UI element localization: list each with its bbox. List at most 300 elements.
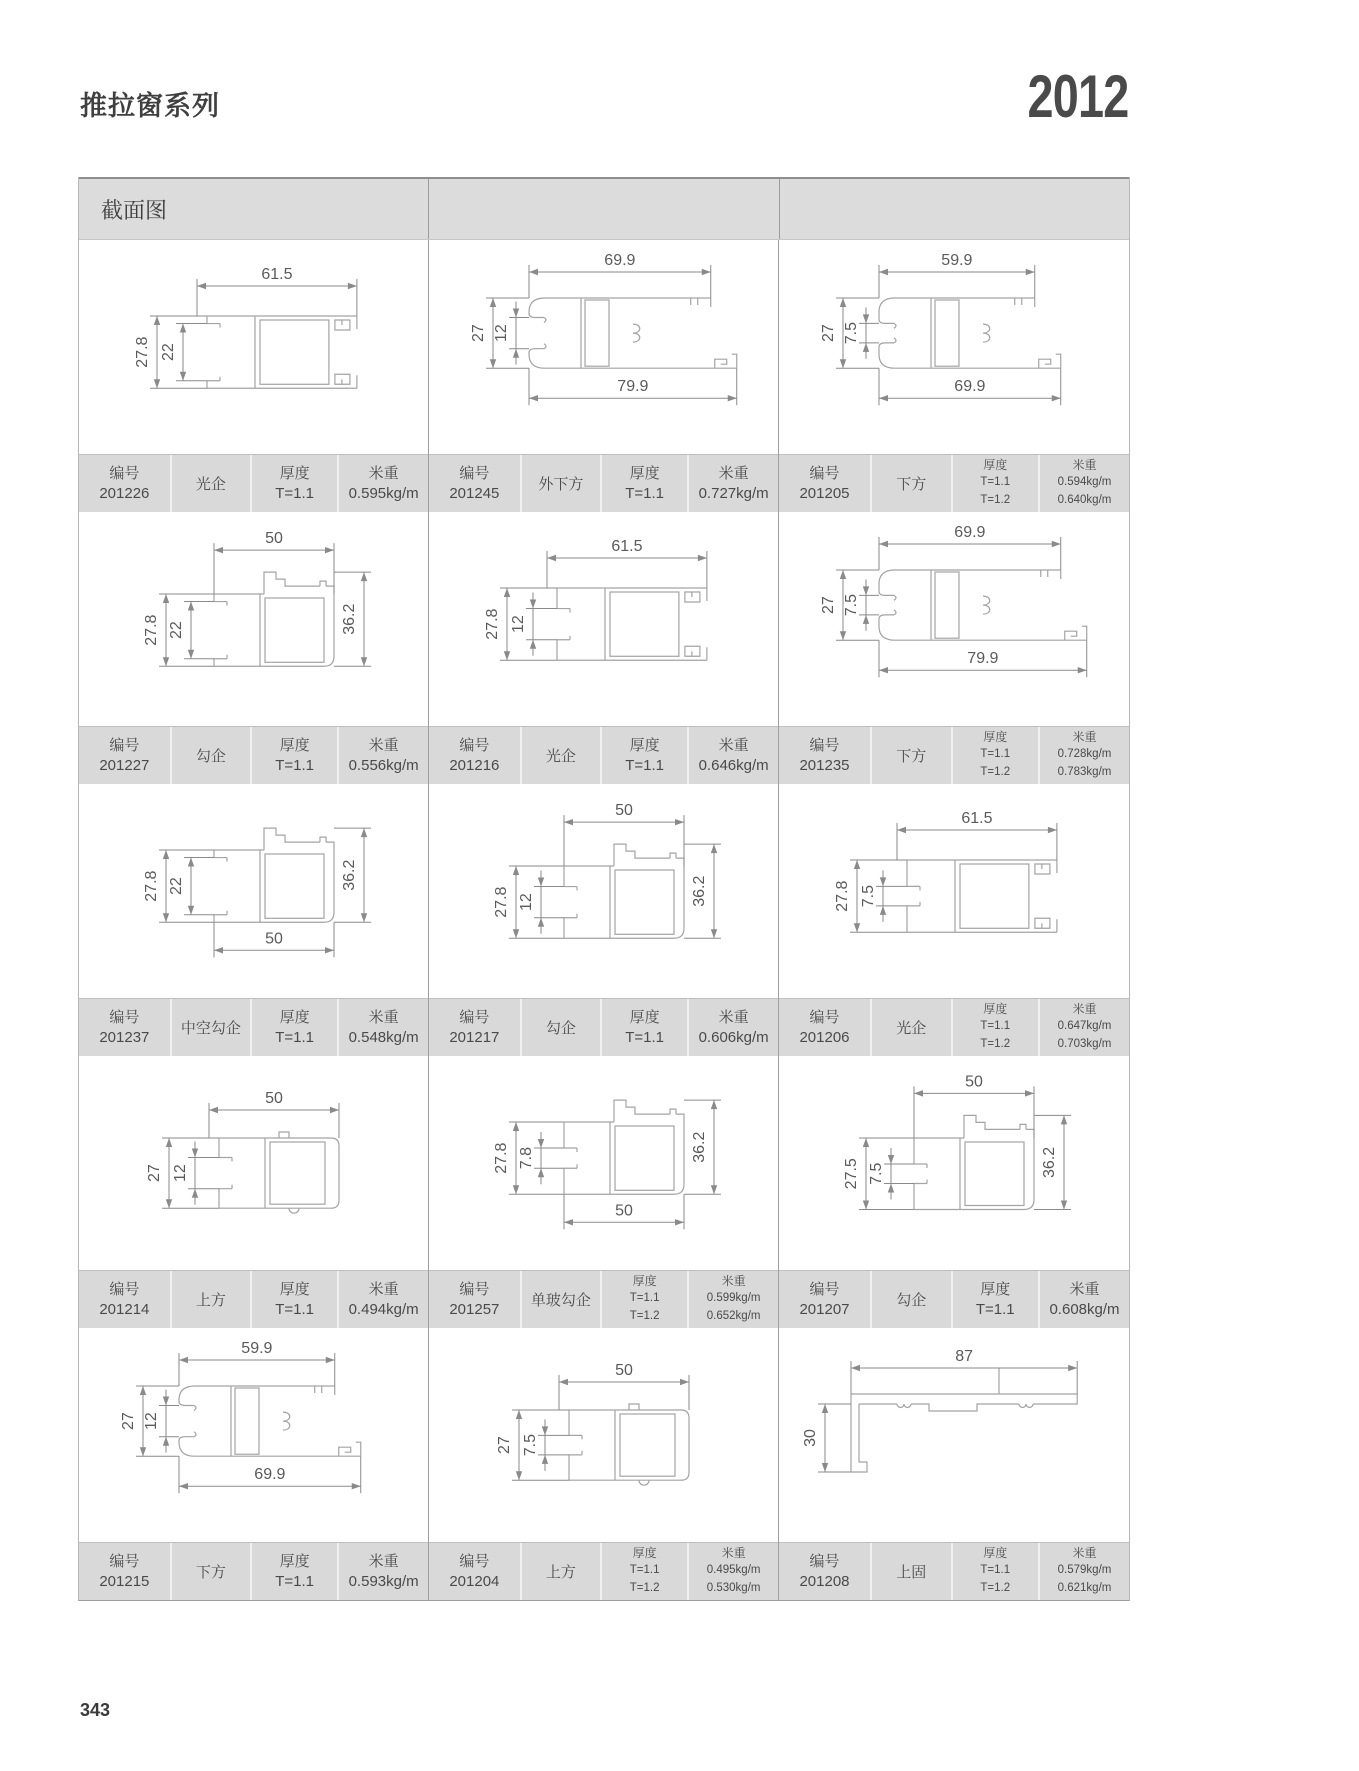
section-drawing-svg — [779, 240, 1128, 454]
spec-weight-label: 米重 — [718, 736, 749, 754]
spec-code-label: 编号 — [459, 1280, 490, 1298]
profile-cell — [779, 1056, 1129, 1328]
section-drawing-svg — [429, 1328, 778, 1542]
weight-value: 0.599kg/m — [706, 1291, 761, 1304]
spec-weight-label: 米重 — [718, 1008, 749, 1026]
svg-text:69.9: 69.9 — [954, 524, 986, 541]
spec-strip — [429, 454, 778, 512]
spec-code-value: 201205 — [799, 484, 850, 502]
spec-weight-label: 米重 — [1072, 457, 1097, 472]
svg-text:79.9: 79.9 — [617, 378, 649, 396]
spec-name: 光企 — [870, 999, 951, 1056]
spec-name: 上固 — [870, 1543, 951, 1600]
spec-strip — [79, 998, 428, 1056]
spec-name: 中空勾企 — [170, 999, 250, 1056]
thickness-value: T=1.2 — [980, 765, 1011, 778]
svg-text:27.8: 27.8 — [143, 614, 160, 646]
spec-weight-values — [1058, 1562, 1112, 1598]
spec-weight — [337, 1271, 428, 1328]
spec-thickness — [600, 1543, 687, 1600]
svg-text:7.5: 7.5 — [860, 885, 877, 908]
spec-code — [779, 999, 870, 1056]
spec-code — [79, 455, 170, 512]
spec-weight-values — [1058, 1018, 1112, 1054]
thickness-value: T=1.2 — [980, 1581, 1011, 1594]
svg-text:7.5: 7.5 — [843, 593, 860, 617]
spec-thickness — [951, 1543, 1039, 1600]
spec-weight — [687, 727, 778, 784]
profile-cell — [79, 784, 429, 1056]
section-drawing-svg — [79, 512, 428, 726]
spec-weight-values — [699, 1028, 769, 1048]
weight-value: 0.646kg/m — [698, 756, 769, 774]
thickness-value: T=1.1 — [275, 756, 315, 774]
svg-text:27: 27 — [820, 324, 837, 342]
spec-thickness-values — [275, 1028, 314, 1048]
svg-text:50: 50 — [615, 802, 633, 820]
thickness-value: T=1.1 — [629, 1563, 660, 1576]
spec-strip — [429, 726, 778, 784]
spec-thickness — [600, 727, 687, 784]
spec-thickness — [600, 1271, 687, 1328]
weight-value: 0.728kg/m — [1057, 747, 1112, 760]
spec-thickness — [951, 727, 1039, 784]
thickness-value: T=1.2 — [980, 1037, 1011, 1050]
spec-code-value: 201204 — [449, 1572, 500, 1590]
profile-cell — [429, 784, 779, 1056]
spec-thickness — [600, 455, 687, 512]
svg-text:69.9: 69.9 — [604, 252, 636, 269]
profile-drawing — [79, 1056, 428, 1270]
spec-weight-values — [349, 1028, 419, 1048]
spec-code-label: 编号 — [459, 1552, 490, 1570]
profile-cell — [779, 512, 1129, 784]
spec-weight — [1038, 727, 1129, 784]
svg-text:27.8: 27.8 — [493, 886, 510, 918]
spec-name: 勾企 — [170, 727, 250, 784]
thickness-value: T=1.2 — [629, 1581, 660, 1594]
spec-name: 单玻勾企 — [520, 1271, 600, 1328]
profile-drawing — [429, 784, 778, 998]
spec-code-label: 编号 — [109, 464, 140, 482]
spec-thickness-label: 厚度 — [632, 1273, 657, 1288]
svg-text:69.9: 69.9 — [954, 378, 986, 396]
spec-code-value: 201226 — [99, 484, 150, 502]
thickness-value: T=1.2 — [629, 1309, 660, 1322]
profile-grid — [79, 240, 1129, 1600]
spec-thickness-values — [630, 1290, 660, 1326]
spec-thickness — [250, 727, 337, 784]
spec-strip — [779, 1542, 1129, 1600]
spec-weight-label: 米重 — [1072, 1545, 1097, 1560]
profile-cell — [429, 1328, 779, 1600]
spec-thickness — [951, 1271, 1039, 1328]
section-drawing-svg — [79, 1328, 428, 1542]
spec-code-value: 201245 — [449, 484, 500, 502]
svg-text:59.9: 59.9 — [941, 252, 973, 269]
svg-text:12: 12 — [493, 324, 510, 342]
thickness-value: T=1.1 — [980, 1019, 1011, 1032]
svg-text:27: 27 — [120, 1412, 137, 1430]
profile-drawing — [429, 1056, 778, 1270]
spec-strip — [779, 1270, 1129, 1328]
spec-weight — [1038, 455, 1129, 512]
spec-thickness-values — [625, 756, 664, 776]
weight-value: 0.530kg/m — [706, 1581, 761, 1594]
weight-value: 0.621kg/m — [1057, 1581, 1112, 1594]
spec-strip — [79, 1542, 428, 1600]
spec-weight — [1038, 1271, 1129, 1328]
profile-cell — [429, 1056, 779, 1328]
thickness-value: T=1.1 — [980, 475, 1011, 488]
svg-text:79.9: 79.9 — [967, 650, 999, 668]
spec-thickness-label: 厚度 — [629, 464, 660, 482]
svg-text:27.8: 27.8 — [134, 336, 151, 368]
spec-name: 外下方 — [520, 455, 600, 512]
profile-drawing — [429, 240, 778, 454]
thickness-value: T=1.1 — [625, 484, 665, 502]
thickness-value: T=1.1 — [629, 1291, 660, 1304]
spec-weight-label: 米重 — [368, 1552, 399, 1570]
spec-weight-label: 米重 — [1072, 729, 1097, 744]
spec-thickness — [951, 999, 1039, 1056]
svg-text:27.5: 27.5 — [843, 1158, 860, 1190]
weight-value: 0.494kg/m — [348, 1300, 419, 1318]
svg-text:22: 22 — [160, 343, 177, 362]
spec-thickness — [250, 455, 337, 512]
spec-code — [779, 1543, 870, 1600]
thickness-value: T=1.1 — [275, 1300, 315, 1318]
spec-code — [429, 1271, 520, 1328]
spec-code-value: 201208 — [799, 1572, 850, 1590]
spec-thickness-values — [980, 746, 1010, 782]
spec-thickness — [951, 455, 1039, 512]
table-header-cell — [779, 179, 1129, 239]
section-drawing-svg — [79, 784, 428, 998]
thickness-value: T=1.2 — [980, 493, 1011, 506]
spec-thickness-values — [980, 474, 1010, 510]
spec-weight — [337, 455, 428, 512]
page-title: 推拉窗系列 — [80, 91, 220, 121]
spec-code-label: 编号 — [459, 464, 490, 482]
spec-weight-values — [699, 756, 769, 776]
profile-drawing — [429, 1328, 778, 1542]
svg-text:87: 87 — [955, 1348, 973, 1365]
spec-code — [779, 1271, 870, 1328]
spec-code-label: 编号 — [809, 1552, 840, 1570]
spec-code — [79, 999, 170, 1056]
spec-weight-label: 米重 — [721, 1545, 746, 1560]
svg-text:12: 12 — [143, 1412, 160, 1430]
spec-weight-label: 米重 — [368, 736, 399, 754]
spec-code-value: 201237 — [99, 1028, 150, 1046]
spec-thickness-values — [275, 756, 314, 776]
spec-strip — [429, 998, 778, 1056]
spec-thickness — [250, 1271, 337, 1328]
thickness-value: T=1.1 — [275, 484, 315, 502]
spec-name: 上方 — [520, 1543, 600, 1600]
spec-code-label: 编号 — [809, 736, 840, 754]
spec-thickness-label: 厚度 — [983, 1545, 1008, 1560]
page-number: 343 — [80, 1700, 111, 1720]
spec-code — [429, 999, 520, 1056]
spec-weight-values — [1049, 1300, 1119, 1320]
spec-code-value: 201215 — [99, 1572, 150, 1590]
spec-code-label: 编号 — [109, 1008, 140, 1026]
spec-weight — [337, 727, 428, 784]
spec-weight-label: 米重 — [718, 464, 749, 482]
thickness-value: T=1.1 — [980, 1563, 1011, 1576]
profile-cell — [429, 240, 779, 512]
svg-text:36.2: 36.2 — [1041, 1146, 1058, 1179]
spec-thickness-label: 厚度 — [983, 1001, 1008, 1016]
section-drawing-svg — [79, 240, 428, 454]
spec-code — [79, 727, 170, 784]
svg-text:7.5: 7.5 — [868, 1162, 885, 1185]
thickness-value: T=1.1 — [980, 747, 1011, 760]
spec-code-value: 201214 — [99, 1300, 150, 1318]
spec-code-label: 编号 — [109, 1280, 140, 1298]
svg-text:27.8: 27.8 — [143, 870, 160, 902]
spec-weight-label: 米重 — [1069, 1280, 1100, 1298]
profile-drawing — [79, 784, 428, 998]
spec-name: 勾企 — [870, 1271, 951, 1328]
spec-thickness-label: 厚度 — [629, 1008, 660, 1026]
spec-weight — [337, 999, 428, 1056]
svg-text:27.8: 27.8 — [484, 608, 501, 640]
profile-cell — [779, 784, 1129, 1056]
svg-text:50: 50 — [265, 1090, 283, 1107]
weight-value: 0.594kg/m — [1057, 475, 1112, 488]
spec-code-value: 201206 — [799, 1028, 850, 1046]
profile-drawing — [429, 512, 778, 726]
svg-text:27: 27 — [820, 596, 837, 614]
profile-drawing — [79, 1328, 428, 1542]
spec-code — [79, 1543, 170, 1600]
spec-strip — [779, 726, 1129, 784]
profile-drawing — [779, 512, 1129, 726]
weight-value: 0.579kg/m — [1057, 1563, 1112, 1576]
svg-text:12: 12 — [172, 1164, 189, 1182]
series-number: 2012 — [1027, 63, 1128, 130]
spec-thickness — [250, 999, 337, 1056]
weight-value: 0.593kg/m — [348, 1572, 419, 1590]
weight-value: 0.727kg/m — [698, 484, 769, 502]
spec-code-label: 编号 — [809, 464, 840, 482]
spec-name: 下方 — [870, 455, 951, 512]
svg-text:59.9: 59.9 — [241, 1340, 273, 1357]
spec-code-label: 编号 — [809, 1008, 840, 1026]
section-view-header: 截面图 — [101, 197, 168, 223]
spec-thickness-label: 厚度 — [279, 1552, 310, 1570]
section-drawing-svg — [429, 784, 778, 998]
profile-cell — [779, 240, 1129, 512]
spec-weight-label: 米重 — [1072, 1001, 1097, 1016]
section-drawing-svg — [429, 240, 778, 454]
spec-strip — [79, 726, 428, 784]
svg-text:36.2: 36.2 — [691, 1131, 708, 1163]
spec-code-value: 201235 — [799, 756, 850, 774]
thickness-value: T=1.1 — [625, 756, 665, 774]
spec-code-label: 编号 — [459, 736, 490, 754]
spec-code-label: 编号 — [109, 736, 140, 754]
spec-weight-values — [349, 1572, 419, 1592]
svg-text:7.8: 7.8 — [518, 1147, 535, 1170]
spec-code-value: 201217 — [449, 1028, 500, 1046]
weight-value: 0.556kg/m — [348, 756, 419, 774]
spec-weight-values — [707, 1290, 761, 1326]
spec-weight-label: 米重 — [368, 464, 399, 482]
spec-name: 光企 — [520, 727, 600, 784]
spec-thickness-values — [625, 484, 664, 504]
spec-weight — [337, 1543, 428, 1600]
spec-weight-values — [707, 1562, 761, 1598]
svg-text:7.5: 7.5 — [522, 1433, 539, 1457]
profile-cell — [79, 1056, 429, 1328]
spec-code-label: 编号 — [109, 1552, 140, 1570]
spec-strip — [429, 1270, 778, 1328]
section-drawing-svg — [779, 1056, 1128, 1270]
spec-thickness-label: 厚度 — [279, 464, 310, 482]
spec-weight-values — [1058, 474, 1112, 510]
spec-strip — [429, 1542, 778, 1600]
section-drawing-svg — [429, 1056, 778, 1270]
table-header-cell — [428, 179, 778, 239]
spec-code — [429, 455, 520, 512]
svg-text:12: 12 — [510, 615, 527, 634]
spec-thickness-label: 厚度 — [279, 1280, 310, 1298]
profile-table — [78, 177, 1130, 1601]
weight-value: 0.652kg/m — [706, 1309, 761, 1322]
weight-value: 0.783kg/m — [1057, 765, 1112, 778]
spec-thickness-label: 厚度 — [632, 1545, 657, 1560]
profile-drawing — [79, 512, 428, 726]
spec-code-label: 编号 — [809, 1280, 840, 1298]
svg-text:61.5: 61.5 — [961, 810, 993, 827]
spec-code-value: 201257 — [449, 1300, 500, 1318]
spec-code-value: 201207 — [799, 1300, 850, 1318]
spec-thickness — [250, 1543, 337, 1600]
weight-value: 0.606kg/m — [698, 1028, 769, 1046]
spec-code — [779, 455, 870, 512]
section-drawing-svg — [79, 1056, 428, 1270]
spec-name: 下方 — [170, 1543, 250, 1600]
section-drawing-svg — [779, 784, 1128, 998]
svg-text:30: 30 — [802, 1429, 819, 1447]
spec-weight-values — [349, 1300, 419, 1320]
weight-value: 0.595kg/m — [348, 484, 419, 502]
section-drawing-svg — [779, 512, 1128, 726]
spec-thickness-values — [980, 1018, 1010, 1054]
svg-text:7.5: 7.5 — [843, 321, 860, 345]
thickness-value: T=1.1 — [625, 1028, 665, 1046]
spec-strip — [79, 1270, 428, 1328]
spec-strip — [779, 454, 1129, 512]
svg-text:27: 27 — [496, 1436, 513, 1454]
weight-value: 0.640kg/m — [1057, 493, 1112, 506]
profile-cell — [79, 512, 429, 784]
spec-weight-values — [699, 484, 769, 504]
spec-thickness-values — [275, 484, 314, 504]
weight-value: 0.703kg/m — [1057, 1037, 1112, 1050]
spec-weight-label: 米重 — [368, 1280, 399, 1298]
spec-weight-values — [1058, 746, 1112, 782]
spec-thickness-label: 厚度 — [983, 457, 1008, 472]
spec-name: 勾企 — [520, 999, 600, 1056]
spec-weight-values — [349, 484, 419, 504]
svg-text:27.8: 27.8 — [834, 880, 851, 912]
svg-text:50: 50 — [965, 1073, 983, 1091]
svg-text:69.9: 69.9 — [254, 1466, 286, 1484]
spec-name: 上方 — [170, 1271, 250, 1328]
profile-cell — [779, 1328, 1129, 1600]
spec-weight — [687, 455, 778, 512]
svg-text:50: 50 — [265, 530, 283, 548]
spec-name: 光企 — [170, 455, 250, 512]
spec-thickness — [600, 999, 687, 1056]
spec-code — [429, 1543, 520, 1600]
spec-code — [79, 1271, 170, 1328]
svg-text:61.5: 61.5 — [261, 266, 293, 283]
spec-strip — [779, 998, 1129, 1056]
spec-thickness-label: 厚度 — [279, 1008, 310, 1026]
spec-strip — [79, 454, 428, 512]
thickness-value: T=1.1 — [275, 1028, 315, 1046]
svg-text:36.2: 36.2 — [341, 859, 358, 891]
svg-text:36.2: 36.2 — [341, 603, 358, 635]
spec-weight-label: 米重 — [721, 1273, 746, 1288]
spec-weight — [1038, 999, 1129, 1056]
profile-cell — [79, 240, 429, 512]
spec-thickness-values — [980, 1562, 1010, 1598]
spec-thickness-values — [275, 1300, 314, 1320]
spec-weight — [1038, 1543, 1129, 1600]
spec-code-value: 201227 — [99, 756, 150, 774]
weight-value: 0.647kg/m — [1057, 1019, 1112, 1032]
spec-weight — [687, 999, 778, 1056]
section-drawing-svg — [429, 512, 778, 726]
svg-text:27: 27 — [146, 1164, 163, 1182]
svg-text:22: 22 — [168, 621, 185, 640]
spec-weight — [687, 1271, 778, 1328]
svg-text:12: 12 — [518, 893, 535, 912]
spec-thickness-values — [976, 1300, 1015, 1320]
spec-thickness-values — [625, 1028, 664, 1048]
spec-weight — [687, 1543, 778, 1600]
profile-drawing — [779, 1328, 1129, 1542]
table-header — [79, 177, 1129, 240]
svg-text:36.2: 36.2 — [691, 875, 708, 907]
thickness-value: T=1.1 — [275, 1572, 315, 1590]
spec-weight-label: 米重 — [368, 1008, 399, 1026]
profile-cell — [79, 1328, 429, 1600]
spec-thickness-values — [275, 1572, 314, 1592]
thickness-value: T=1.1 — [975, 1300, 1015, 1318]
spec-code-label: 编号 — [459, 1008, 490, 1026]
spec-thickness-label: 厚度 — [980, 1280, 1011, 1298]
spec-name: 下方 — [870, 727, 951, 784]
weight-value: 0.495kg/m — [706, 1563, 761, 1576]
spec-thickness-values — [630, 1562, 660, 1598]
spec-code — [779, 727, 870, 784]
spec-weight-values — [349, 756, 419, 776]
profile-drawing — [779, 784, 1129, 998]
profile-drawing — [779, 240, 1129, 454]
svg-text:27.8: 27.8 — [493, 1142, 510, 1174]
weight-value: 0.548kg/m — [348, 1028, 419, 1046]
profile-cell — [429, 512, 779, 784]
weight-value: 0.608kg/m — [1049, 1300, 1120, 1318]
